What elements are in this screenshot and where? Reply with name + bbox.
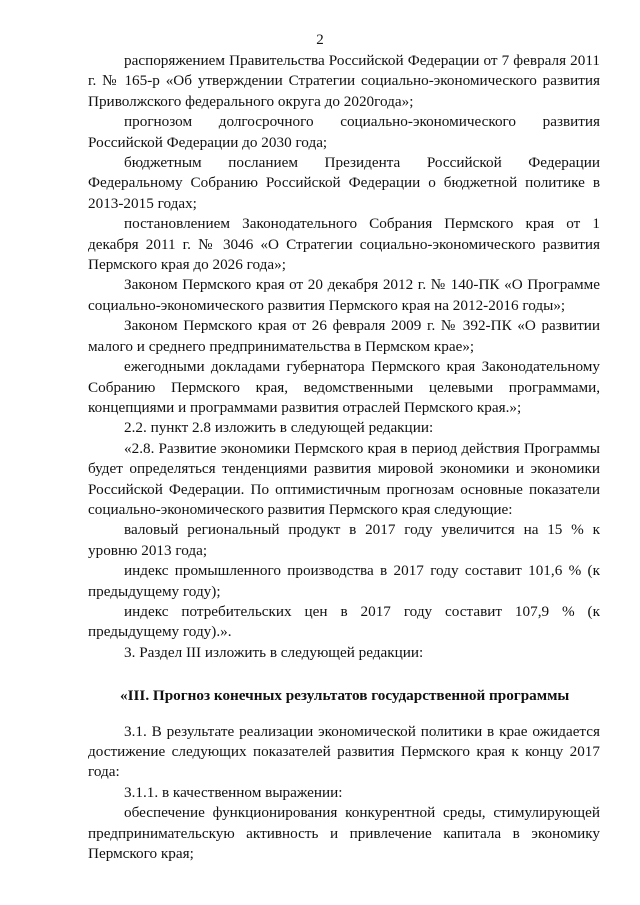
paragraph: индекс промышленного производства в 2017 году составит 101,6 % (к предыдущему году);	[88, 562, 600, 600]
paragraph: 3. Раздел III изложить в следующей редакции:	[124, 643, 424, 661]
paragraph: ежегодными докладами губернатора Пермского края Законодательному Собранию Пермского края, ведомственными целевыми программами, концепциями и программами развития отраслей Пермского края.»;	[88, 358, 600, 416]
section-heading: «III. Прогноз конечных результатов государственной программы	[120, 687, 570, 705]
document-body	[88, 51, 600, 864]
page-number: 2	[316, 32, 324, 48]
paragraph: постановлением Законодательного Собрания Пермского края от 1 декабря 2011 г. № 3046 «О Стратегии социально-экономического развития Пермского края до 2026 года»;	[88, 215, 600, 274]
paragraph: прогнозом долгосрочного социально-экономического развития Российской Федерации до 2030 года;	[88, 113, 600, 151]
paragraph: валовый региональный продукт в 2017 году увеличится на 15 % к уровню 2013 года;	[88, 521, 600, 559]
paragraph: 3.1. В результате реализации экономической политики в крае ожидается достижение следующих показателей развития Пермского края к концу 2017 года:	[88, 722, 600, 781]
paragraph: бюджетным посланием Президента Российской Федерации Федеральному Собранию Российской Федерации о бюджетной политике в 2013-2015 годах;	[88, 154, 600, 212]
paragraph: 3.1.1. в качественном выражении:	[124, 783, 343, 801]
paragraph: индекс потребительских цен в 2017 году составит 107,9 % (к предыдущему году).».	[88, 602, 600, 641]
paragraph: «2.8. Развитие экономики Пермского края в период действия Программы будет определяться тенденциями развития мировой экономики и экономики Российской Федерации. По оптимистичным прогнозам основные показатели социально-экономического развития Пермского края следующие:	[88, 439, 600, 518]
paragraph: Законом Пермского края от 26 февраля 2009 г. № 392-ПК «О развитии малого и среднего предпринимательства в Пермском крае»;	[88, 317, 600, 355]
paragraph: 2.2. пункт 2.8 изложить в следующей редакции:	[124, 419, 434, 437]
paragraph: Законом Пермского края от 20 декабря 2012 г. № 140-ПК «О Программе социально-экономического развития Пермского края на 2012-2016 годы»;	[88, 276, 600, 314]
paragraph: обеспечение функционирования конкурентной среды, стимулирующей предпринимательскую активность и привлечение капитала в экономику Пермского края;	[88, 804, 600, 863]
paragraph: распоряжением Правительства Российской Федерации от 7 февраля 2011 г. № 165-р «Об утверждении Стратегии социально-экономического развития Приволжского федерального округа до 2020года»;	[88, 52, 600, 110]
